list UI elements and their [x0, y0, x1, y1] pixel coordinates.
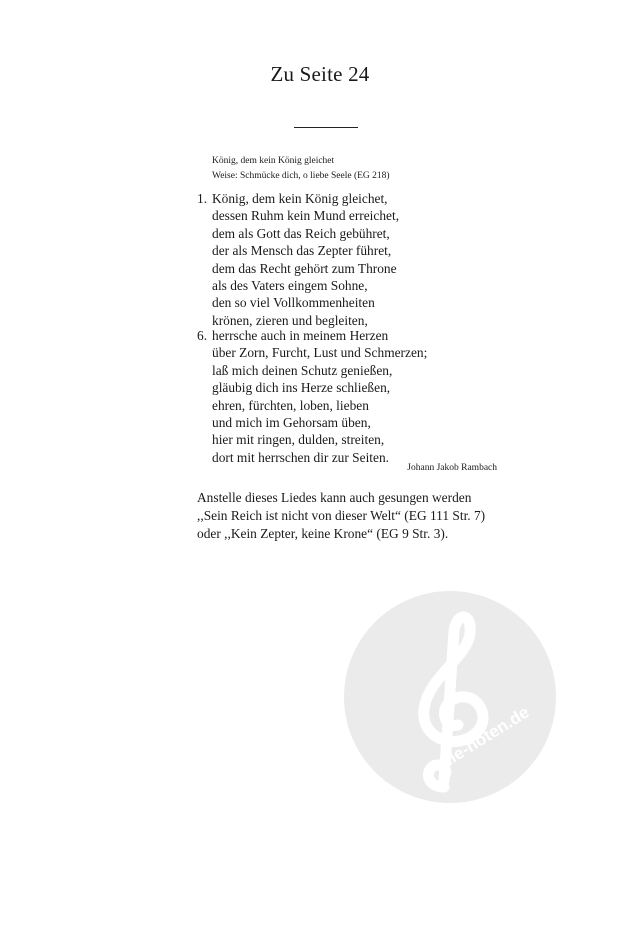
- verse-line: krönen, zieren und begleiten,: [212, 312, 368, 328]
- watermark-logo: [344, 591, 556, 803]
- hymn-tune: Weise: Schmücke dich, o liebe Seele (EG 218): [212, 171, 390, 181]
- verse-line: ehren, fürchten, loben, lieben: [212, 397, 369, 413]
- verse-line: laß mich deinen Schutz genießen,: [212, 362, 393, 378]
- stanza-number: 6.: [197, 328, 208, 343]
- stanza-number: 1.: [197, 191, 208, 206]
- verse-line: König, dem kein König gleichet,: [212, 191, 388, 206]
- verse-line: als des Vaters eingem Sohne,: [212, 278, 368, 294]
- title-divider: [294, 127, 358, 128]
- verse-line: über Zorn, Furcht, Lust und Schmerzen;: [212, 345, 428, 361]
- verse-line: dessen Ruhm kein Mund erreichet,: [212, 208, 400, 224]
- verse-line: dort mit herrschen dir zur Seiten.: [212, 449, 390, 465]
- verse-line: und mich im Gehorsam üben,: [212, 415, 371, 431]
- alternative-note: [197, 489, 497, 543]
- note-line: oder ,,Kein Zepter, keine Krone“ (EG 9 Str. 3).: [197, 526, 449, 541]
- verse-line: dem als Gott das Reich gebühret,: [212, 225, 390, 241]
- verse-line: dem das Recht gehört zum Throne: [212, 260, 397, 276]
- hymn-author: Johann Jakob Rambach: [407, 463, 497, 473]
- watermark-text: alle-noten.de: [433, 702, 533, 775]
- hymn-title: König, dem kein König gleichet: [212, 156, 335, 166]
- verse-line: der als Mensch das Zepter führet,: [212, 243, 392, 259]
- verse-line: gläubig dich ins Herze schließen,: [212, 380, 391, 396]
- hymn-header: [212, 154, 390, 184]
- verse-line: hier mit ringen, dulden, streiten,: [212, 432, 385, 448]
- note-line: ,,Sein Reich ist nicht von dieser Welt“ (EG 111 Str. 7): [197, 508, 486, 523]
- note-line: Anstelle dieses Liedes kann auch gesungen werden: [197, 490, 472, 505]
- verse-line: den so viel Vollkommenheiten: [212, 295, 375, 311]
- verse-line: herrsche auch in meinem Herzen: [212, 328, 389, 343]
- page-title: Zu Seite 24: [270, 62, 370, 86]
